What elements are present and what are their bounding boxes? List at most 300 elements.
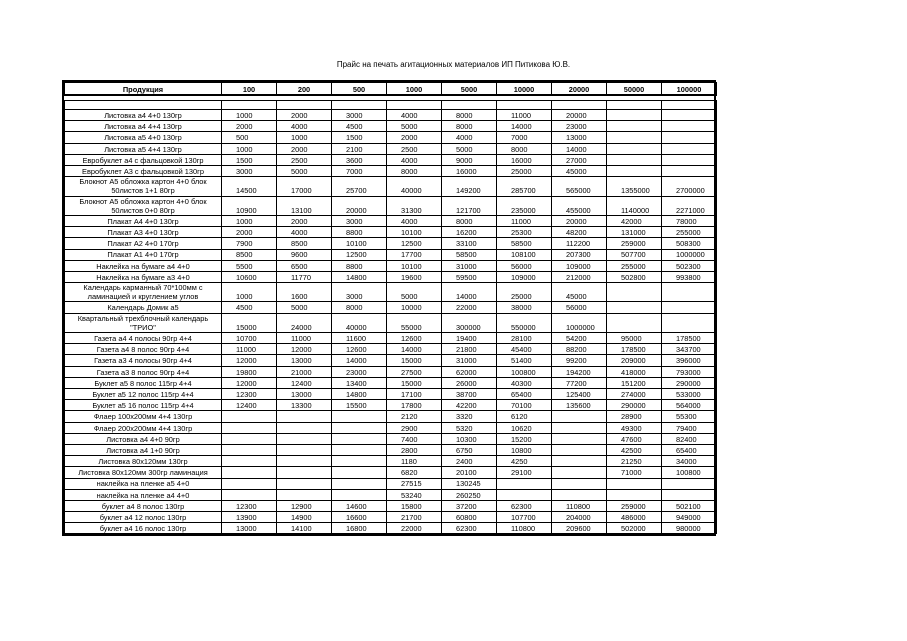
price-cell xyxy=(662,143,717,154)
table-row xyxy=(65,143,717,154)
price-cell: 47600 xyxy=(607,433,662,444)
price-cell: 209000 xyxy=(607,355,662,366)
price-cell xyxy=(607,132,662,143)
price-cell: 8800 xyxy=(332,260,387,271)
price-cell: 16200 xyxy=(442,227,497,238)
table-row xyxy=(65,238,717,249)
price-cell: 12000 xyxy=(222,377,277,388)
price-cell: 79400 xyxy=(662,422,717,433)
product-name-cell: Евробуклет А3 с фальцовкой 130гр xyxy=(65,165,222,176)
price-cell: 14600 xyxy=(332,500,387,511)
price-cell: 5000 xyxy=(387,121,442,132)
price-cell: 13000 xyxy=(277,389,332,400)
price-cell: 25000 xyxy=(497,283,552,302)
product-name-cell: Блокнот А5 обложка картон 4+0 блок 50листов 1+1 80гр xyxy=(65,177,222,196)
price-cell: 1000 xyxy=(222,110,277,121)
price-cell: 31000 xyxy=(442,355,497,366)
price-cell xyxy=(222,422,277,433)
price-cell: 8000 xyxy=(442,121,497,132)
price-cell: 7400 xyxy=(387,433,442,444)
price-cell xyxy=(332,489,387,500)
price-cell: 8000 xyxy=(332,302,387,313)
price-cell xyxy=(552,444,607,455)
price-cell xyxy=(607,143,662,154)
price-cell: 62300 xyxy=(497,500,552,511)
price-cell: 2000 xyxy=(222,227,277,238)
header-cell: 200 xyxy=(277,83,332,96)
price-cell: 14000 xyxy=(442,283,497,302)
price-cell: 2000 xyxy=(277,143,332,154)
price-cell: 14100 xyxy=(277,523,332,534)
header-cell: 10000 xyxy=(497,83,552,96)
price-cell: 8000 xyxy=(497,143,552,154)
price-cell xyxy=(277,444,332,455)
price-cell: 28900 xyxy=(607,411,662,422)
product-name-cell: буклет а4 16 полос 130гр xyxy=(65,523,222,534)
price-cell: 14900 xyxy=(277,512,332,523)
price-cell: 12500 xyxy=(332,249,387,260)
price-cell: 45000 xyxy=(552,165,607,176)
price-cell: 10700 xyxy=(222,333,277,344)
price-cell xyxy=(277,467,332,478)
price-cell: 502100 xyxy=(662,500,717,511)
table-row xyxy=(65,302,717,313)
price-cell: 27500 xyxy=(387,366,442,377)
price-cell: 10900 xyxy=(222,196,277,215)
price-cell: 22000 xyxy=(442,302,497,313)
price-cell xyxy=(497,489,552,500)
price-cell: 112200 xyxy=(552,238,607,249)
header-cell: 50000 xyxy=(607,83,662,96)
price-cell xyxy=(277,489,332,500)
price-cell: 16000 xyxy=(497,154,552,165)
price-cell: 260250 xyxy=(442,489,497,500)
price-cell: 135600 xyxy=(552,400,607,411)
table-row xyxy=(65,271,717,282)
price-cell xyxy=(662,110,717,121)
header-cell: 100 xyxy=(222,83,277,96)
price-cell: 4000 xyxy=(387,215,442,226)
price-cell: 290000 xyxy=(607,400,662,411)
price-cell: 58500 xyxy=(497,238,552,249)
price-cell: 25300 xyxy=(497,227,552,238)
price-cell: 55000 xyxy=(387,313,442,332)
price-cell: 99200 xyxy=(552,355,607,366)
price-cell: 8000 xyxy=(442,215,497,226)
price-cell xyxy=(552,433,607,444)
table-row xyxy=(65,249,717,260)
price-cell: 564000 xyxy=(662,400,717,411)
table-row xyxy=(65,467,717,478)
price-cell: 178500 xyxy=(607,344,662,355)
price-cell: 5320 xyxy=(442,422,497,433)
price-cell: 13000 xyxy=(222,523,277,534)
header-cell: 500 xyxy=(332,83,387,96)
price-cell: 51400 xyxy=(497,355,552,366)
product-name-cell: буклет а4 8 полос 130гр xyxy=(65,500,222,511)
price-cell xyxy=(552,478,607,489)
price-cell: 21700 xyxy=(387,512,442,523)
price-cell: 121700 xyxy=(442,196,497,215)
price-cell: 8000 xyxy=(387,165,442,176)
price-cell: 19600 xyxy=(387,271,442,282)
price-cell: 204000 xyxy=(552,512,607,523)
price-cell: 14000 xyxy=(387,344,442,355)
product-name-cell: Газета а3 8 полос 90гр 4+4 xyxy=(65,366,222,377)
price-cell: 1500 xyxy=(222,154,277,165)
table-row xyxy=(65,422,717,433)
price-cell xyxy=(662,165,717,176)
price-cell: 77200 xyxy=(552,377,607,388)
price-cell: 486000 xyxy=(607,512,662,523)
price-cell: 4000 xyxy=(277,121,332,132)
price-cell: 11000 xyxy=(497,215,552,226)
product-name-cell: наклейка на пленке а5 4+0 xyxy=(65,478,222,489)
price-cell xyxy=(607,110,662,121)
header-cell: Продукция xyxy=(65,83,222,96)
table-row xyxy=(65,154,717,165)
price-cell: 2000 xyxy=(387,132,442,143)
price-cell: 1140000 xyxy=(607,196,662,215)
price-cell: 11000 xyxy=(497,110,552,121)
table-row xyxy=(65,260,717,271)
price-cell: 9000 xyxy=(442,154,497,165)
product-name-cell: наклейка на пленке а4 4+0 xyxy=(65,489,222,500)
price-cell: 8800 xyxy=(332,227,387,238)
price-cell xyxy=(662,478,717,489)
price-cell: 12300 xyxy=(222,500,277,511)
price-cell: 5000 xyxy=(387,283,442,302)
price-cell xyxy=(662,283,717,302)
price-cell: 12300 xyxy=(222,389,277,400)
product-name-cell: Буклет а5 16 полос 115гр 4+4 xyxy=(65,400,222,411)
price-cell: 38700 xyxy=(442,389,497,400)
price-cell: 28100 xyxy=(497,333,552,344)
price-cell: 1500 xyxy=(332,132,387,143)
price-table xyxy=(64,82,717,534)
table-row xyxy=(65,377,717,388)
price-cell: 7000 xyxy=(497,132,552,143)
header-row xyxy=(65,83,717,96)
price-cell: 15000 xyxy=(222,313,277,332)
table-row xyxy=(65,227,717,238)
product-name-cell: Листовка а5 4+0 130гр xyxy=(65,132,222,143)
table-row xyxy=(65,165,717,176)
price-cell: 71000 xyxy=(607,467,662,478)
price-cell: 55300 xyxy=(662,411,717,422)
price-cell: 37200 xyxy=(442,500,497,511)
product-name-cell: Наклейка на бумаге а4 4+0 xyxy=(65,260,222,271)
price-cell: 11600 xyxy=(332,333,387,344)
price-cell: 502800 xyxy=(607,271,662,282)
price-cell: 45000 xyxy=(552,283,607,302)
product-name-cell: Плакат А2 4+0 170гр xyxy=(65,238,222,249)
price-cell xyxy=(332,411,387,422)
table-row xyxy=(65,196,717,215)
price-cell: 1180 xyxy=(387,456,442,467)
price-cell xyxy=(552,467,607,478)
price-cell: 125400 xyxy=(552,389,607,400)
price-cell xyxy=(222,444,277,455)
price-cell: 4000 xyxy=(387,154,442,165)
price-cell: 418000 xyxy=(607,366,662,377)
price-cell xyxy=(662,121,717,132)
price-cell: 1000 xyxy=(222,215,277,226)
table-row xyxy=(65,444,717,455)
price-cell xyxy=(552,489,607,500)
table-row xyxy=(65,333,717,344)
price-cell: 2500 xyxy=(387,143,442,154)
price-cell: 6820 xyxy=(387,467,442,478)
price-cell: 13300 xyxy=(277,400,332,411)
price-cell: 149200 xyxy=(442,177,497,196)
price-cell: 3000 xyxy=(332,110,387,121)
price-cell xyxy=(332,478,387,489)
price-cell: 993800 xyxy=(662,271,717,282)
product-name-cell: Плакат А4 4+0 130гр xyxy=(65,215,222,226)
table-row xyxy=(65,313,717,332)
price-cell: 259000 xyxy=(607,500,662,511)
price-cell: 17800 xyxy=(387,400,442,411)
price-cell: 42500 xyxy=(607,444,662,455)
product-name-cell: Наклейка на бумаге а3 4+0 xyxy=(65,271,222,282)
price-cell: 4250 xyxy=(497,456,552,467)
price-cell xyxy=(222,456,277,467)
price-cell: 13900 xyxy=(222,512,277,523)
price-cell: 56000 xyxy=(497,260,552,271)
price-cell: 2500 xyxy=(277,154,332,165)
product-name-cell: Листовка а5 4+4 130гр xyxy=(65,143,222,154)
price-cell: 34000 xyxy=(662,456,717,467)
table-row xyxy=(65,215,717,226)
price-cell xyxy=(552,456,607,467)
price-cell xyxy=(222,478,277,489)
price-cell: 10100 xyxy=(387,260,442,271)
price-cell: 12600 xyxy=(332,344,387,355)
price-cell: 508300 xyxy=(662,238,717,249)
price-cell: 16000 xyxy=(442,165,497,176)
price-cell: 109000 xyxy=(497,271,552,282)
price-cell: 1000 xyxy=(222,283,277,302)
price-cell: 21250 xyxy=(607,456,662,467)
price-cell: 31300 xyxy=(387,196,442,215)
price-cell: 2120 xyxy=(387,411,442,422)
price-cell: 2800 xyxy=(387,444,442,455)
price-cell xyxy=(277,411,332,422)
price-cell: 2900 xyxy=(387,422,442,433)
price-cell: 16800 xyxy=(332,523,387,534)
price-cell: 20000 xyxy=(332,196,387,215)
product-name-cell: Плакат А1 4+0 170гр xyxy=(65,249,222,260)
price-cell: 12400 xyxy=(222,400,277,411)
price-cell xyxy=(222,411,277,422)
price-cell: 2700000 xyxy=(662,177,717,196)
price-cell xyxy=(607,489,662,500)
price-cell: 12600 xyxy=(387,333,442,344)
product-name-cell: Буклет а5 12 полос 115гр 4+4 xyxy=(65,389,222,400)
spacer-row xyxy=(65,101,717,110)
table-row xyxy=(65,121,717,132)
price-cell xyxy=(662,154,717,165)
price-cell xyxy=(662,132,717,143)
price-cell: 78000 xyxy=(662,215,717,226)
price-cell: 10000 xyxy=(387,302,442,313)
price-cell: 70100 xyxy=(497,400,552,411)
price-cell: 65400 xyxy=(497,389,552,400)
price-cell: 15800 xyxy=(387,500,442,511)
page-title: Прайс на печать агитационных материалов ИП Питикова Ю.В. xyxy=(336,60,571,69)
price-cell: 17100 xyxy=(387,389,442,400)
product-name-cell: Буклет а5 8 полос 115гр 4+4 xyxy=(65,377,222,388)
table-row xyxy=(65,411,717,422)
price-cell: 5000 xyxy=(277,302,332,313)
price-cell xyxy=(607,154,662,165)
price-cell: 14800 xyxy=(332,271,387,282)
table-row xyxy=(65,512,717,523)
price-cell xyxy=(607,478,662,489)
price-cell xyxy=(277,456,332,467)
price-cell xyxy=(222,467,277,478)
price-cell xyxy=(332,456,387,467)
price-cell: 209600 xyxy=(552,523,607,534)
price-cell: 285700 xyxy=(497,177,552,196)
table-row xyxy=(65,400,717,411)
price-cell: 507700 xyxy=(607,249,662,260)
price-cell: 29100 xyxy=(497,467,552,478)
price-cell: 255000 xyxy=(662,227,717,238)
price-cell: 15500 xyxy=(332,400,387,411)
price-cell: 109000 xyxy=(552,260,607,271)
price-cell xyxy=(607,283,662,302)
price-cell xyxy=(222,433,277,444)
price-cell: 15000 xyxy=(387,355,442,366)
price-cell: 100800 xyxy=(662,467,717,478)
table-row xyxy=(65,500,717,511)
price-cell xyxy=(662,489,717,500)
price-cell: 27000 xyxy=(552,154,607,165)
product-name-cell: Газета а4 4 полосы 90гр 4+4 xyxy=(65,333,222,344)
table-row xyxy=(65,489,717,500)
price-cell: 10300 xyxy=(442,433,497,444)
product-name-cell: Листовка 80х120мм 300гр ламинация xyxy=(65,467,222,478)
price-cell: 107700 xyxy=(497,512,552,523)
price-cell: 10620 xyxy=(497,422,552,433)
price-cell: 12500 xyxy=(387,238,442,249)
product-name-cell: Листовка 80х120мм 130гр xyxy=(65,456,222,467)
product-name-cell: Газета а3 4 полосы 90гр 4+4 xyxy=(65,355,222,366)
price-cell: 2000 xyxy=(277,215,332,226)
price-cell: 212000 xyxy=(552,271,607,282)
price-cell: 21800 xyxy=(442,344,497,355)
price-cell xyxy=(222,489,277,500)
price-cell: 59500 xyxy=(442,271,497,282)
price-cell: 12400 xyxy=(277,377,332,388)
price-cell: 38000 xyxy=(497,302,552,313)
price-cell: 1000000 xyxy=(662,249,717,260)
price-cell: 27515 xyxy=(387,478,442,489)
price-cell: 2400 xyxy=(442,456,497,467)
price-cell: 17000 xyxy=(277,177,332,196)
price-cell: 300000 xyxy=(442,313,497,332)
price-cell: 12000 xyxy=(222,355,277,366)
price-cell: 40000 xyxy=(387,177,442,196)
price-cell: 54200 xyxy=(552,333,607,344)
price-cell: 7000 xyxy=(332,165,387,176)
price-cell xyxy=(332,422,387,433)
price-cell: 56000 xyxy=(552,302,607,313)
price-cell: 3000 xyxy=(222,165,277,176)
price-cell: 45400 xyxy=(497,344,552,355)
price-cell: 3000 xyxy=(332,215,387,226)
price-cell: 6500 xyxy=(277,260,332,271)
price-cell: 13000 xyxy=(552,132,607,143)
price-cell: 3600 xyxy=(332,154,387,165)
price-cell xyxy=(662,313,717,332)
price-cell: 533000 xyxy=(662,389,717,400)
price-cell: 194200 xyxy=(552,366,607,377)
price-cell: 12900 xyxy=(277,500,332,511)
price-cell: 33100 xyxy=(442,238,497,249)
price-cell: 131000 xyxy=(607,227,662,238)
price-cell: 1000 xyxy=(277,132,332,143)
price-cell: 14000 xyxy=(552,143,607,154)
product-name-cell: Листовка а4 4+0 130гр xyxy=(65,110,222,121)
price-cell: 11000 xyxy=(277,333,332,344)
price-cell: 3320 xyxy=(442,411,497,422)
price-cell: 23000 xyxy=(332,366,387,377)
price-cell: 274000 xyxy=(607,389,662,400)
price-cell: 19400 xyxy=(442,333,497,344)
price-cell: 62300 xyxy=(442,523,497,534)
table-row xyxy=(65,355,717,366)
price-cell: 12000 xyxy=(277,344,332,355)
product-name-cell: Календарь Домик а5 xyxy=(65,302,222,313)
price-cell: 11770 xyxy=(277,271,332,282)
price-cell: 25000 xyxy=(497,165,552,176)
price-cell: 4500 xyxy=(332,121,387,132)
price-cell: 24000 xyxy=(277,313,332,332)
price-cell: 60800 xyxy=(442,512,497,523)
price-cell: 259000 xyxy=(607,238,662,249)
price-cell: 13400 xyxy=(332,377,387,388)
price-cell xyxy=(332,433,387,444)
price-cell: 40000 xyxy=(332,313,387,332)
price-cell xyxy=(332,444,387,455)
price-cell: 1000000 xyxy=(552,313,607,332)
price-cell: 19800 xyxy=(222,366,277,377)
header-cell: 100000 xyxy=(662,83,717,96)
price-cell: 5000 xyxy=(442,143,497,154)
product-name-cell: Плакат А3 4+0 130гр xyxy=(65,227,222,238)
price-cell: 1600 xyxy=(277,283,332,302)
price-cell: 9600 xyxy=(277,249,332,260)
price-cell xyxy=(607,165,662,176)
price-cell: 95000 xyxy=(607,333,662,344)
price-cell: 2271000 xyxy=(662,196,717,215)
price-cell xyxy=(552,422,607,433)
price-cell: 8500 xyxy=(277,238,332,249)
table-row xyxy=(65,478,717,489)
product-name-cell: Газета а4 8 полос 90гр 4+4 xyxy=(65,344,222,355)
price-cell xyxy=(552,411,607,422)
price-cell: 62000 xyxy=(442,366,497,377)
product-name-cell: Флаер 100х200мм 4+4 130гр xyxy=(65,411,222,422)
price-cell: 58500 xyxy=(442,249,497,260)
price-cell: 82400 xyxy=(662,433,717,444)
price-cell: 500 xyxy=(222,132,277,143)
price-cell xyxy=(277,422,332,433)
header-cell: 5000 xyxy=(442,83,497,96)
